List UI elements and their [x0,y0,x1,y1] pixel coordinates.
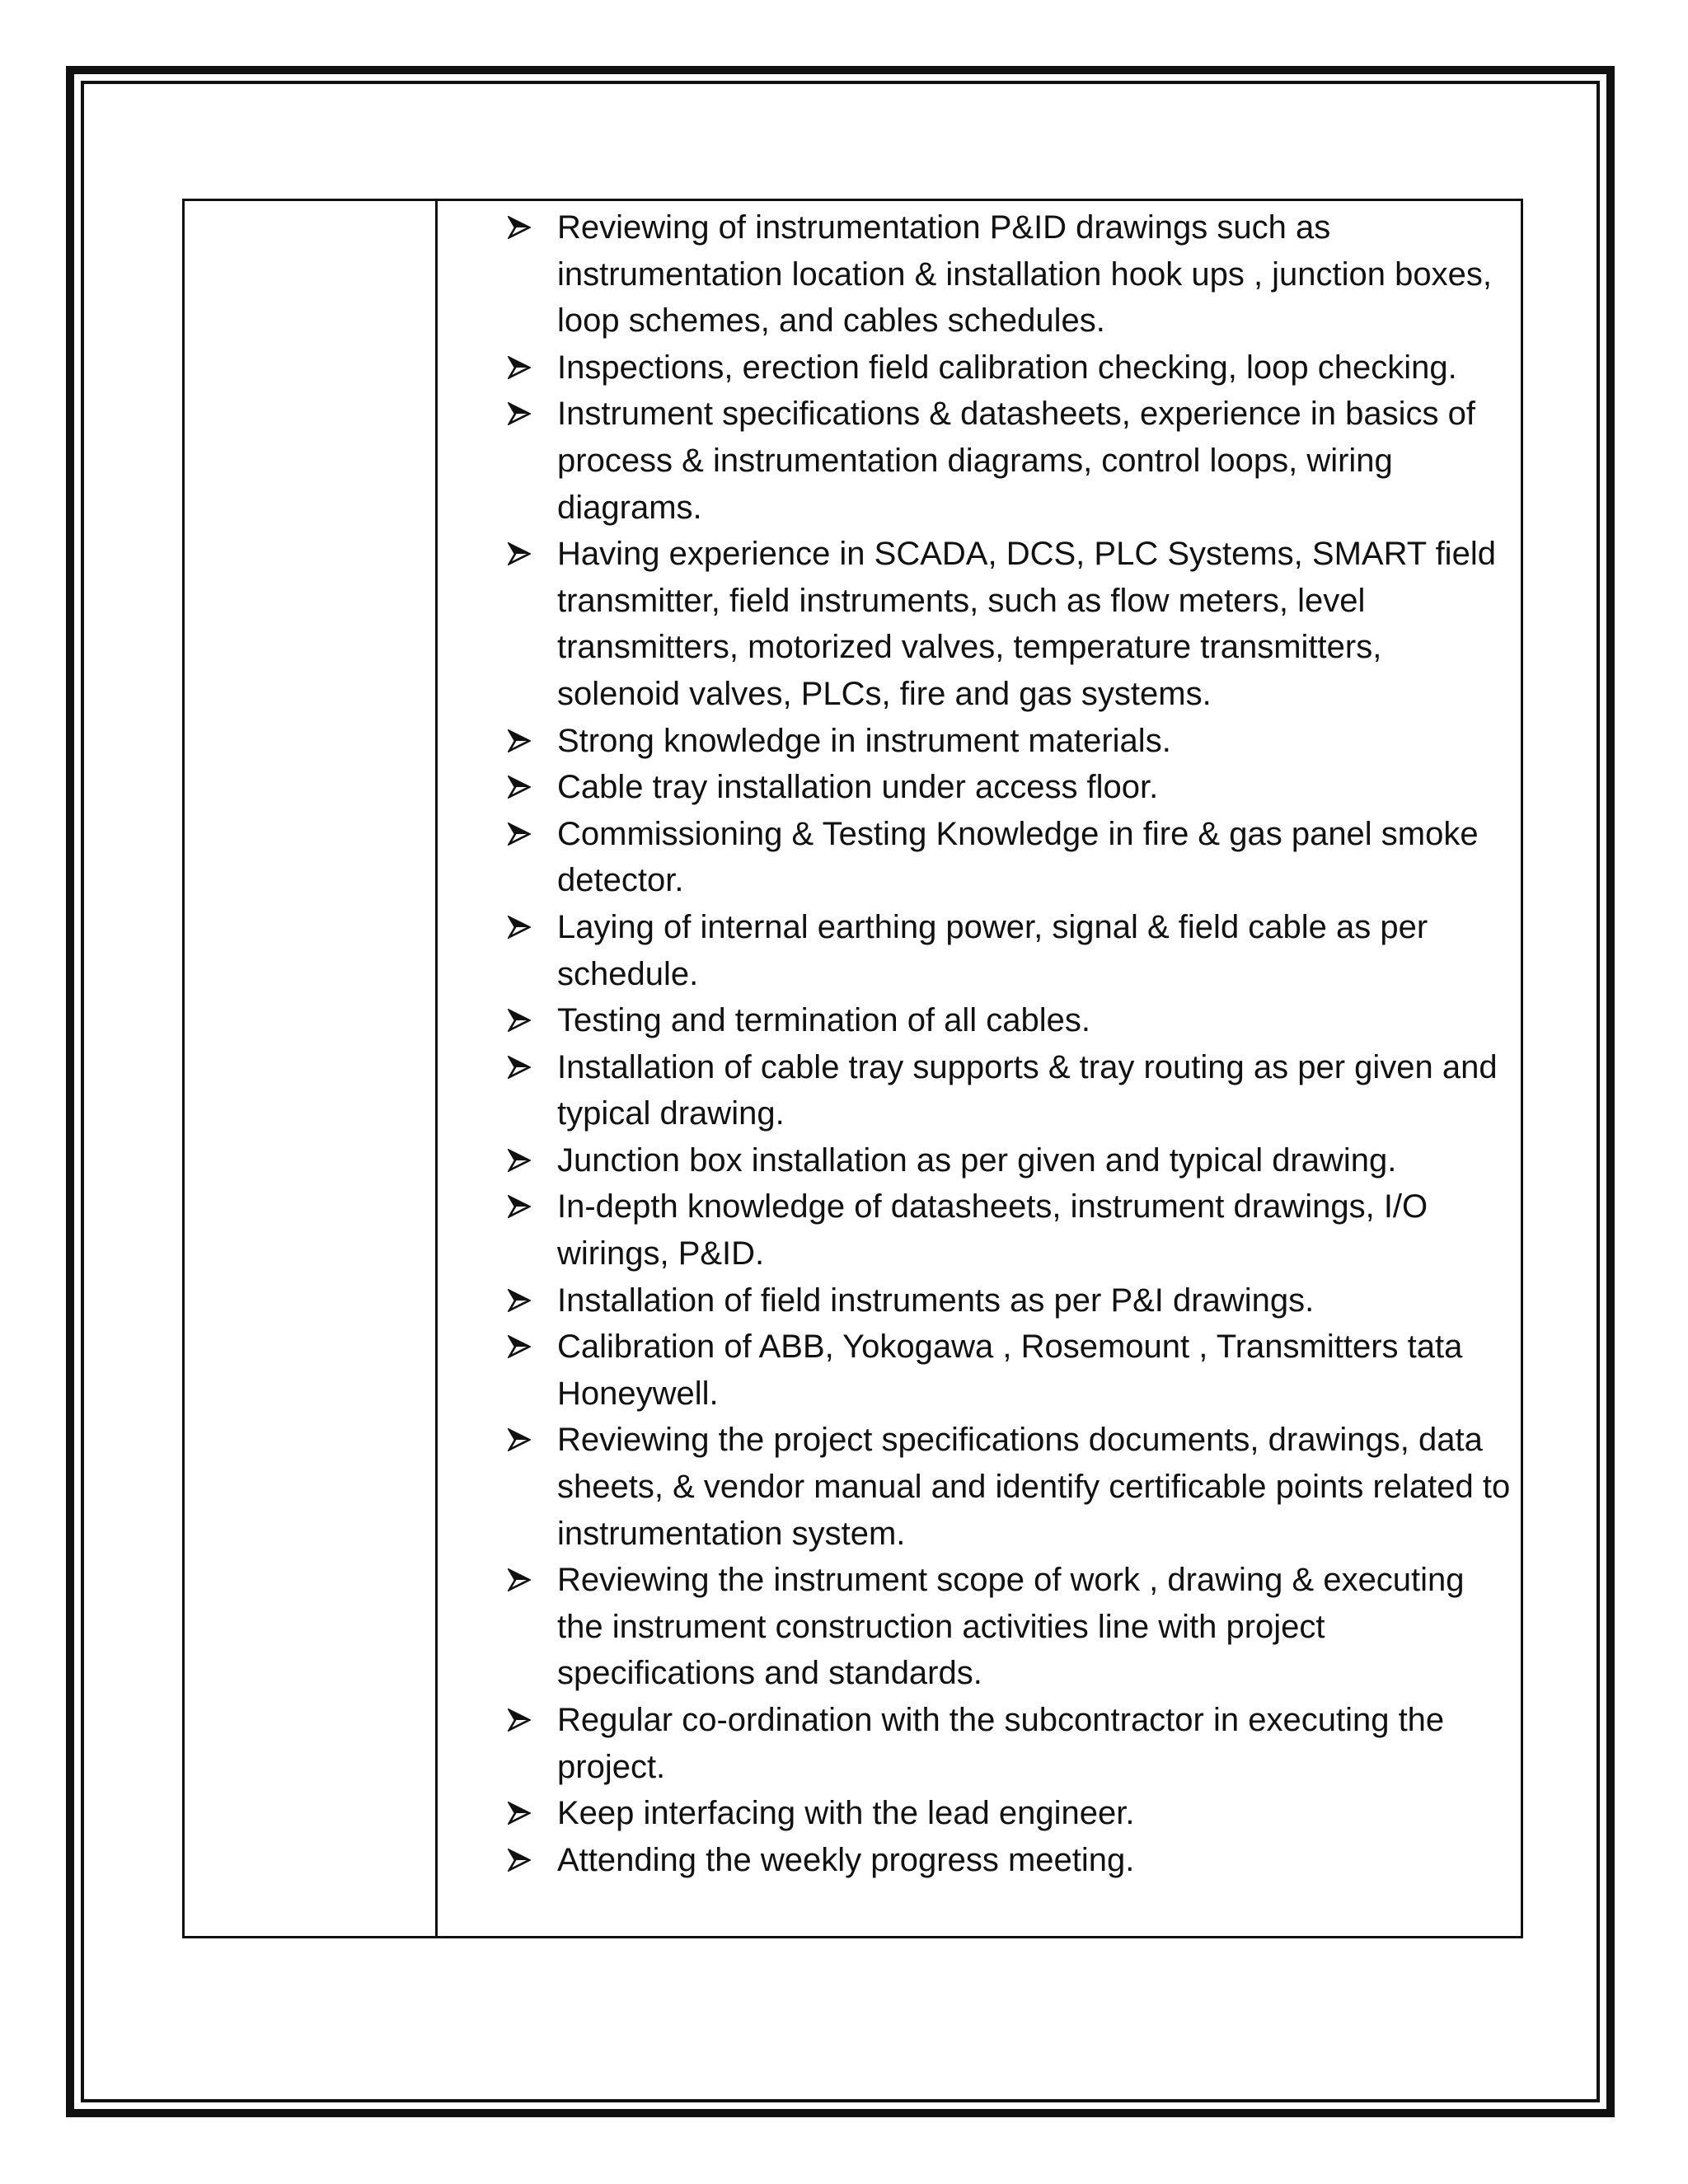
list-item [438,531,1521,717]
arrowhead-bullet-icon [508,1849,531,1872]
list-item [438,1837,1521,1884]
list-item-text: Installation of cable tray supports & tray routing as per given and typical drawing. [557,1048,1498,1132]
list-item-text: Installation of field instruments as per P&I drawings. [557,1282,1315,1319]
table-right-cell [438,201,1521,1936]
arrowhead-bullet-icon [508,542,531,565]
list-item-text: Laying of internal earthing power, signal & field cable as per schedule. [557,908,1428,992]
arrowhead-bullet-icon [508,916,531,939]
list-item [438,811,1521,904]
list-item [438,1697,1521,1790]
arrowhead-bullet-icon [508,1568,531,1591]
list-item [438,204,1521,344]
list-item-text: Cable tray installation under access floor. [557,769,1159,806]
arrowhead-bullet-icon [508,1009,531,1032]
list-item [438,718,1521,765]
list-item-text: Reviewing of instrumentation P&ID drawings such as instrumentation location & installation hook ups , junction boxes, loop schemes, and cables schedules. [557,209,1493,340]
list-item-text: Strong knowledge in instrument materials. [557,722,1171,759]
list-item [438,1417,1521,1557]
list-item [438,764,1521,811]
list-item [438,1044,1521,1137]
list-item-text: Reviewing the instrument scope of work , drawing & executing the instrument construction activities line with project specifications and standards. [557,1562,1465,1692]
arrowhead-bullet-icon [508,356,531,379]
responsibilities-list [438,204,1521,1883]
list-item-text: Regular co-ordination with the subcontractor in executing the project. [557,1702,1445,1785]
list-item [438,391,1521,531]
list-item [438,1183,1521,1277]
list-item [438,1277,1521,1324]
arrowhead-bullet-icon [508,1335,531,1358]
list-item-text: Junction box installation as per given and typical drawing. [557,1141,1397,1179]
list-item-text: Commissioning & Testing Knowledge in fire & gas panel smoke detector. [557,815,1479,899]
list-item-text: Reviewing the project specifications documents, drawings, data sheets, & vendor manual and identify certificable points related to instrumentation system. [557,1422,1511,1552]
list-item-text: Having experience in SCADA, DCS, PLC Systems, SMART field transmitter, field instruments, such as flow meters, level transmitters, motorized valves, temperature transmitters, solenoid valves, PLCs, fire and gas systems. [557,536,1496,712]
list-item [438,904,1521,997]
list-item [438,1790,1521,1837]
arrowhead-bullet-icon [508,402,531,425]
list-item-text: Instrument specifications & datasheets, experience in basics of process & instrumentation diagrams, control loops, wiring diagrams. [557,396,1475,526]
arrowhead-bullet-icon [508,1289,531,1312]
arrowhead-bullet-icon [508,776,531,799]
responsibilities-table [182,199,1523,1938]
list-item [438,1324,1521,1417]
list-item-text: Inspections, erection field calibration checking, loop checking. [557,349,1457,386]
list-item-text: In-depth knowledge of datasheets, instrument drawings, I/O wirings, P&ID. [557,1188,1428,1272]
arrowhead-bullet-icon [508,216,531,239]
arrowhead-bullet-icon [508,823,531,846]
arrowhead-bullet-icon [508,1056,531,1079]
arrowhead-bullet-icon [508,1195,531,1218]
list-item-text: Testing and termination of all cables. [557,1002,1091,1039]
list-item [438,344,1521,391]
arrowhead-bullet-icon [508,729,531,752]
table-left-cell [185,201,438,1936]
list-item-text: Calibration of ABB, Yokogawa , Rosemount , Transmitters tata Honeywell. [557,1329,1463,1412]
list-item-text: Keep interfacing with the lead engineer. [557,1795,1135,1832]
arrowhead-bullet-icon [508,1802,531,1825]
arrowhead-bullet-icon [508,1149,531,1172]
arrowhead-bullet-icon [508,1708,531,1732]
list-item [438,1557,1521,1697]
arrowhead-bullet-icon [508,1428,531,1451]
list-item [438,1137,1521,1184]
list-item [438,997,1521,1044]
list-item-text: Attending the weekly progress meeting. [557,1841,1135,1878]
